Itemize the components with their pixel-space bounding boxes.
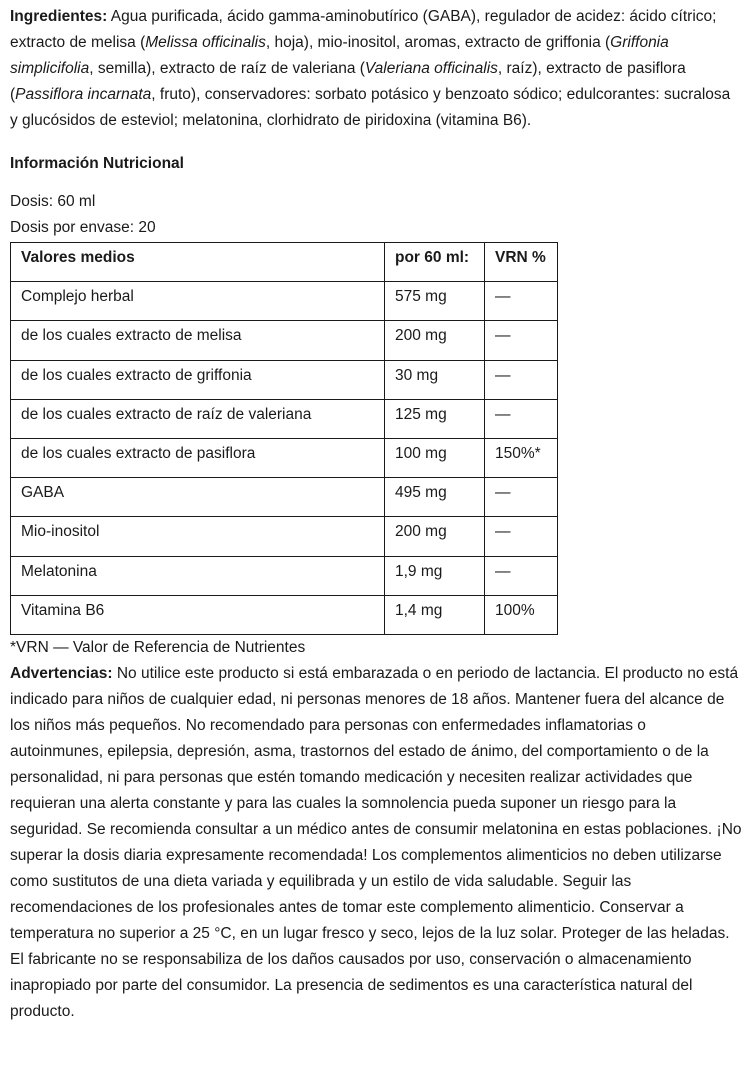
ingredients-text <box>10 8 730 129</box>
table-row <box>11 517 558 556</box>
nutrient-amount: 30 mg <box>385 360 485 399</box>
nutrient-vrn: — <box>485 556 558 595</box>
table-row <box>11 399 558 438</box>
nutrient-name: Complejo herbal <box>11 282 385 321</box>
table-row <box>11 282 558 321</box>
header-values: Valores medios <box>11 243 385 282</box>
nutrient-name: Melatonina <box>11 556 385 595</box>
ingredients-paragraph <box>10 4 742 134</box>
nutrient-vrn: — <box>485 282 558 321</box>
ingredients-label: Ingredientes: <box>10 8 108 25</box>
ingredient-text-segment: , hoja), mio-inositol, aromas, extracto de griffonia ( <box>265 34 611 51</box>
table-row <box>11 438 558 477</box>
nutrient-amount: 1,4 mg <box>385 595 485 634</box>
ingredient-text-segment: , raíz), extracto de pasiflora ( <box>10 60 686 103</box>
nutrient-vrn: — <box>485 478 558 517</box>
nutrient-amount: 200 mg <box>385 321 485 360</box>
nutrition-table <box>10 242 558 635</box>
nutrient-vrn: — <box>485 360 558 399</box>
ingredient-scientific-name: Passiflora incarnata <box>15 86 152 103</box>
nutrient-name: de los cuales extracto de melisa <box>11 321 385 360</box>
warnings-paragraph <box>10 661 742 1025</box>
nutrient-name: de los cuales extracto de pasiflora <box>11 438 385 477</box>
warnings-label: Advertencias: <box>10 664 113 682</box>
nutrient-vrn: — <box>485 517 558 556</box>
nutrient-name: GABA <box>11 478 385 517</box>
table-row <box>11 360 558 399</box>
nutrient-vrn: 100% <box>485 595 558 634</box>
nutrient-amount: 125 mg <box>385 399 485 438</box>
table-row <box>11 595 558 634</box>
nutrient-name: Mio-inositol <box>11 517 385 556</box>
warnings-text: No utilice este producto si está embarazada o en periodo de lactancia. El producto no está indicado para niños de cualquier edad, ni personas menores de 18 años. Mantener fuera del alcance de los niños más pequeños. No recomendado para personas con enfermedades inflamatorias o autoinmunes, epilepsia, depresión, asma, trastornos del estado de ánimo, del comportamiento o de la personalidad, ni para personas que estén tomando medicación y necesiten realizar actividades que requieran una alerta constante y para las cuales la somnolencia pueda suponer un riesgo para la seguridad. Se recomienda consultar a un médico antes de consumir melatonina en estas poblaciones. ¡No superar la dosis diaria expresamente recomendada! Los complementos alimenticios no deben utilizarse como sustitutos de una dieta variada y equilibrada y un estilo de vida saludable. Seguir las recomendaciones de los profesionales antes de tomar este complemento alimenticio. Conservar a temperatura no superior a 25 °C, en un lugar fresco y seco, lejos de la luz solar. Proteger de las heladas. El fabricante no se responsabiliza de los daños causados por uso, conservación o almacenamiento inapropiado por parte del consumidor. La presencia de sedimentos es una característica natural del producto. <box>10 664 742 1020</box>
dose-line: Dosis: 60 ml <box>10 193 96 210</box>
table-row <box>11 478 558 517</box>
ingredient-scientific-name: Melissa officinalis <box>145 34 266 51</box>
nutrient-vrn: 150%* <box>485 438 558 477</box>
nutrient-amount: 495 mg <box>385 478 485 517</box>
nutrient-amount: 100 mg <box>385 438 485 477</box>
nutrient-name: Vitamina B6 <box>11 595 385 634</box>
nutrient-name: de los cuales extracto de griffonia <box>11 360 385 399</box>
ingredient-text-segment: Agua purificada, ácido gamma-aminobutírico (GABA), regulador de acidez: ácido cítrico; extracto de melisa ( <box>10 8 717 51</box>
ingredient-scientific-name: Griffonia simplicifolia <box>10 34 669 77</box>
nutrient-vrn: — <box>485 399 558 438</box>
table-row <box>11 321 558 360</box>
header-vrn: VRN % <box>485 243 558 282</box>
nutrient-vrn: — <box>485 321 558 360</box>
ingredient-text-segment: , fruto), conservadores: sorbato potásico y benzoato sódico; edulcorantes: sucralosa y glucósidos de esteviol; melatonina, clorhidrato de piridoxina (vitamina B6). <box>10 86 731 129</box>
header-per-dose: por 60 ml: <box>385 243 485 282</box>
servings-line: Dosis por envase: 20 <box>10 219 156 236</box>
ingredient-text-segment: , semilla), extracto de raíz de valeriana ( <box>89 60 365 77</box>
nutrition-title: Información Nutricional <box>10 155 184 172</box>
table-row <box>11 556 558 595</box>
ingredient-scientific-name: Valeriana officinalis <box>364 60 498 77</box>
nutrient-name: de los cuales extracto de raíz de valeriana <box>11 399 385 438</box>
vrn-footnote: *VRN — Valor de Referencia de Nutrientes <box>10 638 306 656</box>
nutrient-amount: 200 mg <box>385 517 485 556</box>
nutrient-amount: 1,9 mg <box>385 556 485 595</box>
table-header-row <box>11 243 558 282</box>
nutrient-amount: 575 mg <box>385 282 485 321</box>
